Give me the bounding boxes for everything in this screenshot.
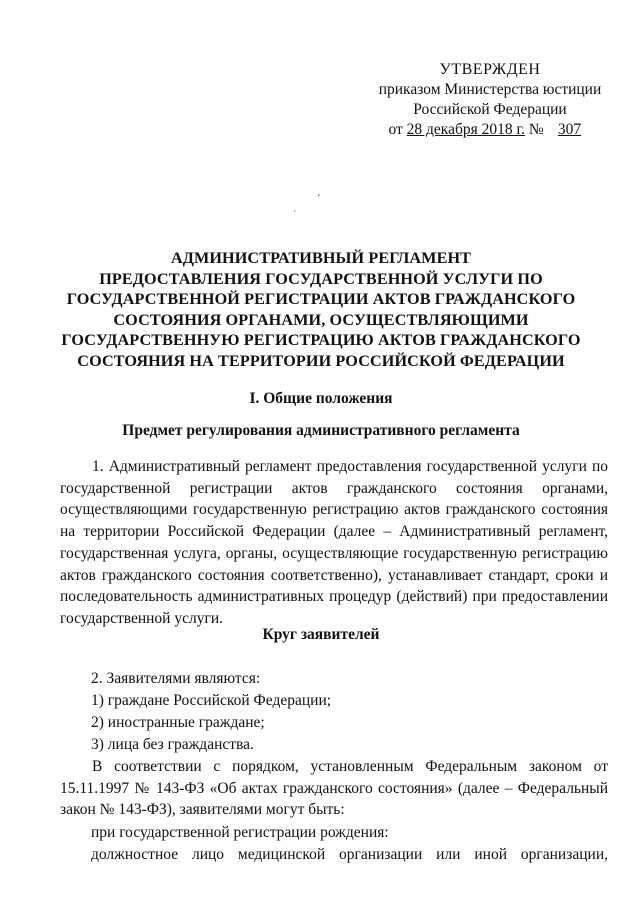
title-line: ПРЕДОСТАВЛЕНИЯ ГОСУДАРСТВЕННОЙ УСЛУГИ ПО — [99, 269, 543, 288]
paragraph-3: В соответствии с порядком, установленным Федеральным законом от 15.11.1997 № 143-ФЗ «Об актах гражданского состояния» (далее – Федеральный закон № 143-ФЗ), заявителями могут быть: — [60, 758, 608, 819]
approval-date: 28 декабря 2018 г. — [406, 121, 525, 138]
scan-mark-icon: ` — [293, 210, 297, 221]
section-heading-general: I. Общие положения — [249, 390, 393, 407]
approval-order-line: приказом Министерства юстиции — [378, 81, 602, 98]
list-item: 3) лица без гражданства. — [91, 736, 254, 753]
approval-stamp — [360, 60, 620, 140]
approval-number-label: № — [528, 121, 544, 138]
section-heading-subject: Предмет регулирования административного регламента — [122, 422, 520, 439]
scan-speck-icon: ' — [318, 193, 320, 204]
list-item: 1) граждане Российской Федерации; — [91, 692, 332, 709]
paragraph-2: 2. Заявителями являются: — [91, 670, 261, 687]
title-line: ГОСУДАРСТВЕННУЮ РЕГИСТРАЦИЮ АКТОВ ГРАЖДАНСКОГО — [61, 331, 581, 349]
approval-number: 307 — [557, 121, 582, 138]
paragraph-1: 1. Административный регламент предоставления государственной услуги по государственной регистрации актов гражданского состояния органами, осуществляющими государственную регистрацию актов гражданского состояния на территории Российской Федерации (далее – Административный регламент, государственная услуга, органы, осуществляющие государственную регистрацию актов гражданского состояния соответственно), устанавливает стандарт, сроки и последовательность административных процедур (действий) при предоставлении государственной услуги. — [60, 458, 608, 627]
approval-ministry-line: Российской Федерации — [413, 101, 567, 118]
approval-from: от — [388, 121, 403, 138]
approval-heading: УТВЕРЖДЕН — [439, 61, 541, 78]
section-heading-applicants: Круг заявителей — [262, 626, 380, 643]
paragraph-5: должностное лицо медицинской организации или иной организации, — [91, 846, 608, 863]
document-title — [60, 248, 582, 371]
title-line: ГОСУДАРСТВЕННОЙ РЕГИСТРАЦИИ АКТОВ ГРАЖДАНСКОГО — [66, 290, 576, 308]
approval-date-line — [360, 120, 620, 140]
title-line: АДМИНИСТРАТИВНЫЙ РЕГЛАМЕНТ — [170, 249, 472, 267]
title-line: СОСТОЯНИЯ НА ТЕРРИТОРИИ РОССИЙСКОЙ ФЕДЕРАЦИИ — [77, 351, 565, 370]
paragraph-4: при государственной регистрации рождения: — [91, 824, 389, 841]
list-item: 2) иностранные граждане; — [91, 714, 265, 731]
title-line: СОСТОЯНИЯ ОРГАНАМИ, ОСУЩЕСТВЛЯЮЩИМИ — [113, 310, 529, 329]
